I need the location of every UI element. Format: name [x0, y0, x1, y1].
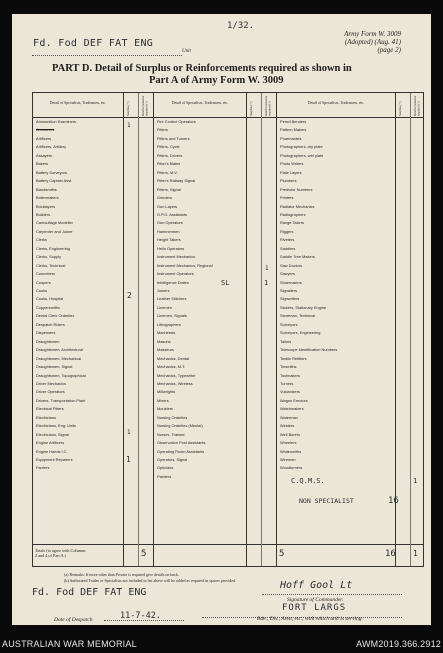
trade-label: Linemen, Signals: [157, 313, 187, 319]
entry-value-electricians: 1: [127, 429, 131, 436]
trade-label: Radiator Mechanics: [280, 203, 315, 209]
trade-label: Moulders: [157, 406, 174, 412]
column-rule: [246, 93, 247, 566]
reinforcements-header: Reinforcements required (-): [141, 95, 149, 116]
date-label: Date of Despatch: [54, 617, 93, 623]
entry-value-engine-hands: 1: [126, 455, 131, 464]
form-page: [12, 14, 431, 625]
trade-label: Watchmakers: [280, 406, 304, 412]
trade-label: Hammermen: [157, 228, 180, 234]
trade-label: Toolmakers: [280, 372, 300, 378]
trade-label: Clerks, Engineering: [36, 245, 70, 251]
trade-label: Turners: [280, 380, 294, 386]
trade-label: Stokers, Stationary Engine: [280, 304, 327, 310]
trade-label: Nursing Orderlies (Mental): [157, 423, 203, 429]
form-reference: [344, 30, 401, 54]
column-rule: [153, 93, 154, 566]
trade-label: Boilermakers: [36, 195, 59, 201]
place-label: Bde., Div., Area, etc., with which unit is serving.: [257, 616, 363, 622]
specialists-table: [32, 92, 424, 567]
trade-label: Textile Refitters: [280, 355, 307, 361]
trade-label: Pharmacists: [280, 135, 302, 141]
trade-label: Despatch Riders: [36, 321, 65, 327]
trade-label: Assayers: [36, 152, 52, 158]
form-ref-line: Army Form W. 3009: [344, 30, 401, 38]
surplus-header: Surplus (+): [398, 101, 402, 116]
trade-label: Dental Clerk Orderlies: [36, 313, 75, 319]
trade-label: Mechanics, Typewriter: [157, 372, 196, 378]
trade-label: Photographers, wet plate: [280, 152, 324, 158]
column-rule: [138, 93, 139, 566]
entry-value-instrument-mechanics: 1: [265, 265, 269, 272]
trade-label: Wheelers: [280, 440, 297, 446]
trade-label: Nurses, Trained: [157, 431, 185, 437]
signature-handwritten: Hoff Gool Lt: [280, 580, 353, 591]
trade-label: Saddlers: [280, 245, 296, 251]
trade-label: Draughtsmen, Architectural: [36, 347, 83, 353]
trade-label: Draughtsmen, Mechanical: [36, 355, 82, 361]
trade-label: Wiremen: [280, 457, 296, 462]
trade-label: Blacksmiths: [36, 186, 57, 192]
trade-label: Woodturners: [280, 465, 303, 471]
trade-label: Surveyors: [280, 321, 298, 327]
trade-label: Bakers: [36, 161, 49, 167]
footnote-b: (b) Authorized Trades or Specialists not included in list above will be added as required in spaces provided.: [64, 578, 236, 583]
trade-label: Cooks, Hospital: [36, 296, 64, 302]
form-ref-line: (page 2): [377, 46, 401, 54]
trade-label: Fitter's Railway Signal: [157, 178, 196, 184]
trade-label: Mechanics, Wireless: [157, 380, 193, 386]
trade-label: Fitter's Mates: [157, 161, 181, 167]
trade-label: Tinsmiths: [280, 364, 297, 370]
surplus-header: Surplus (+): [126, 101, 130, 116]
trade-label: Whitesmiths: [280, 448, 302, 454]
trade-label: Saw Doctors: [280, 262, 303, 268]
column-header: Detail of Specialists, Tradesmen, etc.: [307, 101, 365, 105]
trade-label: Pencil Benders: [280, 119, 307, 124]
column-rule: [276, 93, 277, 566]
trade-label: Well Borers: [280, 431, 301, 437]
trade-label: Driver Mechanics: [36, 380, 67, 386]
handwritten-number: 1/32.: [227, 21, 255, 31]
trade-label: Telescope Identification Numbers: [280, 347, 338, 353]
trade-label: Vulcanizers: [280, 389, 300, 395]
trade-label: Instrument Operators: [157, 271, 194, 277]
trade-label: Joiners: [157, 288, 170, 293]
totals-rule: [33, 544, 423, 545]
trade-label: Equipment Repairers: [36, 457, 73, 462]
trade-label: Photographers, dry plate: [280, 144, 323, 150]
trade-label: Fire Control Operators: [157, 119, 196, 124]
trade-label: Welders: [280, 423, 295, 429]
trade-label: Electricians, Signal: [36, 431, 69, 437]
trade-label: Draughtsmen, Topographical: [36, 372, 86, 378]
trade-label: Driver Operators: [36, 389, 65, 395]
reinforcements-header: Reinforcements required (-): [413, 95, 421, 116]
trade-label: Riggers: [280, 228, 294, 234]
place-handwritten: FORT LARGS: [282, 603, 347, 613]
total-col3b: 1: [413, 549, 418, 558]
trade-label: G.P.O. Assistants: [157, 211, 187, 217]
trade-label: Observation Post Assistants: [157, 440, 206, 446]
trade-label: Masseurs: [157, 347, 174, 353]
entry-value-instrument-operators-2: 1: [264, 279, 269, 287]
trade-label: Drivers, Transportation Plant: [36, 397, 86, 403]
trade-label: Electricians, Eng. Units: [36, 423, 77, 429]
trade-label: Grinders: [157, 195, 172, 201]
unit-handwritten: Fd. Fod DEF FAT ENG: [33, 38, 154, 49]
trade-label: Electricians: [36, 414, 56, 420]
trade-label: Dispensers: [36, 330, 56, 336]
trade-label: Armourers: [36, 127, 55, 133]
trade-label: Opticians: [157, 465, 174, 471]
trade-label: Engine Artificers: [36, 440, 65, 446]
trade-label: Pattern Makers: [280, 127, 307, 133]
signature-line: [262, 594, 402, 595]
trade-label: Height Takers: [157, 237, 181, 243]
signature-unit-handwritten: Fd. Fod DEF FAT ENG: [32, 587, 147, 598]
trade-label: Nursing Orderlies: [157, 414, 188, 420]
footnote-a: (a) Remarks: If more other than Private is required give details on back.: [64, 572, 179, 577]
trade-label: Carpenter and Joiner: [36, 228, 73, 234]
trade-label: Engine Hands I.C.: [36, 448, 68, 454]
totals-label-line: 2 and 4 of Part A.): [35, 553, 66, 558]
trade-label: Farriers: [36, 465, 50, 471]
trade-label: Fitters, M.V.: [157, 169, 178, 175]
entry-value-non-specialist: 16: [388, 496, 399, 506]
trade-label: Leather Stitchers: [157, 296, 187, 302]
trade-label: Coopers: [36, 279, 51, 285]
trade-label: Clerks, Technical: [36, 262, 66, 268]
trade-label: Fitters, Drivers: [157, 152, 183, 158]
trade-label: Hello Operators: [157, 245, 185, 251]
archive-caption-right: AWM2019.366.2912: [356, 639, 441, 649]
trade-label: Waterman: [280, 414, 298, 420]
trade-label: Concreters: [36, 271, 56, 277]
trade-label: Shoemakers: [280, 279, 302, 285]
trade-label: Builders: [36, 211, 51, 217]
trade-label: Signallers: [280, 288, 298, 293]
column-rule: [261, 93, 262, 566]
trade-label: Intelligence Duties: [157, 279, 189, 285]
column-header: Detail of Specialists, Tradesmen, etc.: [49, 101, 107, 105]
trade-label: Fitters, Signal: [157, 186, 181, 192]
archive-caption-left: AUSTRALIAN WAR MEMORIAL: [2, 639, 137, 649]
trade-label: Coppersmiths: [36, 304, 61, 310]
trade-label: Tailors: [280, 338, 292, 344]
column-header: Detail of Specialists, Tradesmen, etc.: [171, 101, 229, 105]
trade-label: Fitters: [157, 127, 168, 133]
entry-value-armourers: 1: [127, 122, 131, 129]
trade-label: Camouflage Modeller: [36, 220, 73, 226]
trade-label: Surveyors, Engineering: [280, 330, 321, 336]
totals-label: [35, 548, 86, 558]
trade-label: Bricklayers: [36, 203, 56, 209]
trade-label: Riveters: [280, 237, 295, 243]
trade-label: Printers: [280, 195, 294, 201]
trade-label: Machinists: [157, 330, 176, 336]
trade-label: Clerks: [36, 237, 48, 243]
trade-label: Battery Surveyors: [36, 169, 67, 175]
date-handwritten: 11-7-42.: [120, 611, 161, 621]
trade-label: Fitters, Cycle: [157, 144, 180, 150]
trade-label: Wagon Erectors: [280, 397, 308, 403]
entry-text-cqms: C.Q.M.S.: [291, 477, 325, 485]
trade-label: Mechanics, M.T.: [157, 364, 186, 370]
column-rule: [123, 93, 124, 566]
signature-label: Signature of Commander.: [287, 597, 344, 603]
trade-label: Artificers, Artillery: [36, 144, 67, 150]
entry-text-non-specialist: NON SPECIALIST: [299, 497, 354, 505]
trade-label: Ammunition Examiners: [36, 119, 77, 124]
trade-label: Battery Captain Asst.: [36, 178, 73, 184]
trade-label: Plumbers: [280, 178, 297, 184]
trade-label: Radiographers: [280, 211, 306, 217]
trade-label: Instrument Mechanics, Regional: [157, 262, 213, 268]
trade-label: Cooks: [36, 288, 48, 293]
trade-label: Masons: [157, 338, 171, 344]
trade-label: Miners: [157, 397, 169, 403]
unit-label: Unit: [182, 49, 191, 54]
total-col3: 16: [385, 549, 396, 559]
form-title-line2: Part A of Army Form W. 3009: [149, 75, 284, 86]
trade-label: Plate Layers: [280, 169, 302, 175]
trade-label: Fitters and Turners: [157, 135, 190, 141]
entry-value-cooks: 2: [127, 291, 132, 300]
trade-label: Electrical Fitters: [36, 406, 64, 412]
trade-label: Predictor Numbers: [280, 186, 313, 192]
trade-label: Linemen: [157, 304, 172, 310]
trade-label: Millwrights: [157, 389, 176, 395]
header-rule: [33, 117, 423, 118]
trade-label: Mechanics, Dental: [157, 355, 190, 361]
trade-label: Draughtsmen: [36, 338, 60, 344]
trade-label: Painters: [157, 473, 172, 479]
trade-label: Operators, Signal: [157, 457, 188, 462]
trade-label: Draughtsmen, Signal: [36, 364, 73, 370]
trade-label: Artificers: [36, 135, 52, 141]
form-ref-line: (Adopted) (Aug. 41): [344, 38, 401, 46]
trade-label: Range Takers: [280, 220, 304, 226]
trade-label: Storeman, Technical: [280, 313, 316, 319]
trade-label: Gun Operators: [157, 220, 183, 226]
entry-value-instrument-operators: SL: [221, 279, 230, 287]
reinforcements-header: Reinforcements required (-): [264, 95, 272, 116]
trade-label: Lithographers: [157, 321, 181, 327]
trade-label: Photo Writers: [280, 161, 304, 167]
totals-label-line: Totals (to agree with Columns: [35, 548, 86, 553]
trade-label: Saddle Tree Makers: [280, 254, 315, 260]
column-rule: [410, 93, 411, 566]
entry-value-cqms: 1: [413, 477, 418, 485]
trade-label: Signwriters: [280, 296, 300, 302]
total-col2: 5: [279, 549, 285, 559]
trade-label: Sawyers: [280, 271, 295, 277]
trade-label: Gun Layers: [157, 203, 178, 209]
trade-label: Instrument Mechanics: [157, 254, 196, 260]
surplus-header: Surplus (+): [249, 101, 253, 116]
total-col1: 5: [141, 549, 147, 559]
trade-label: Clerks, Supply: [36, 254, 62, 260]
trade-label: Operating Room Assistants: [157, 448, 205, 454]
form-title-line1: PART D. Detail of Surplus or Reinforcements required as shown in: [52, 63, 352, 74]
